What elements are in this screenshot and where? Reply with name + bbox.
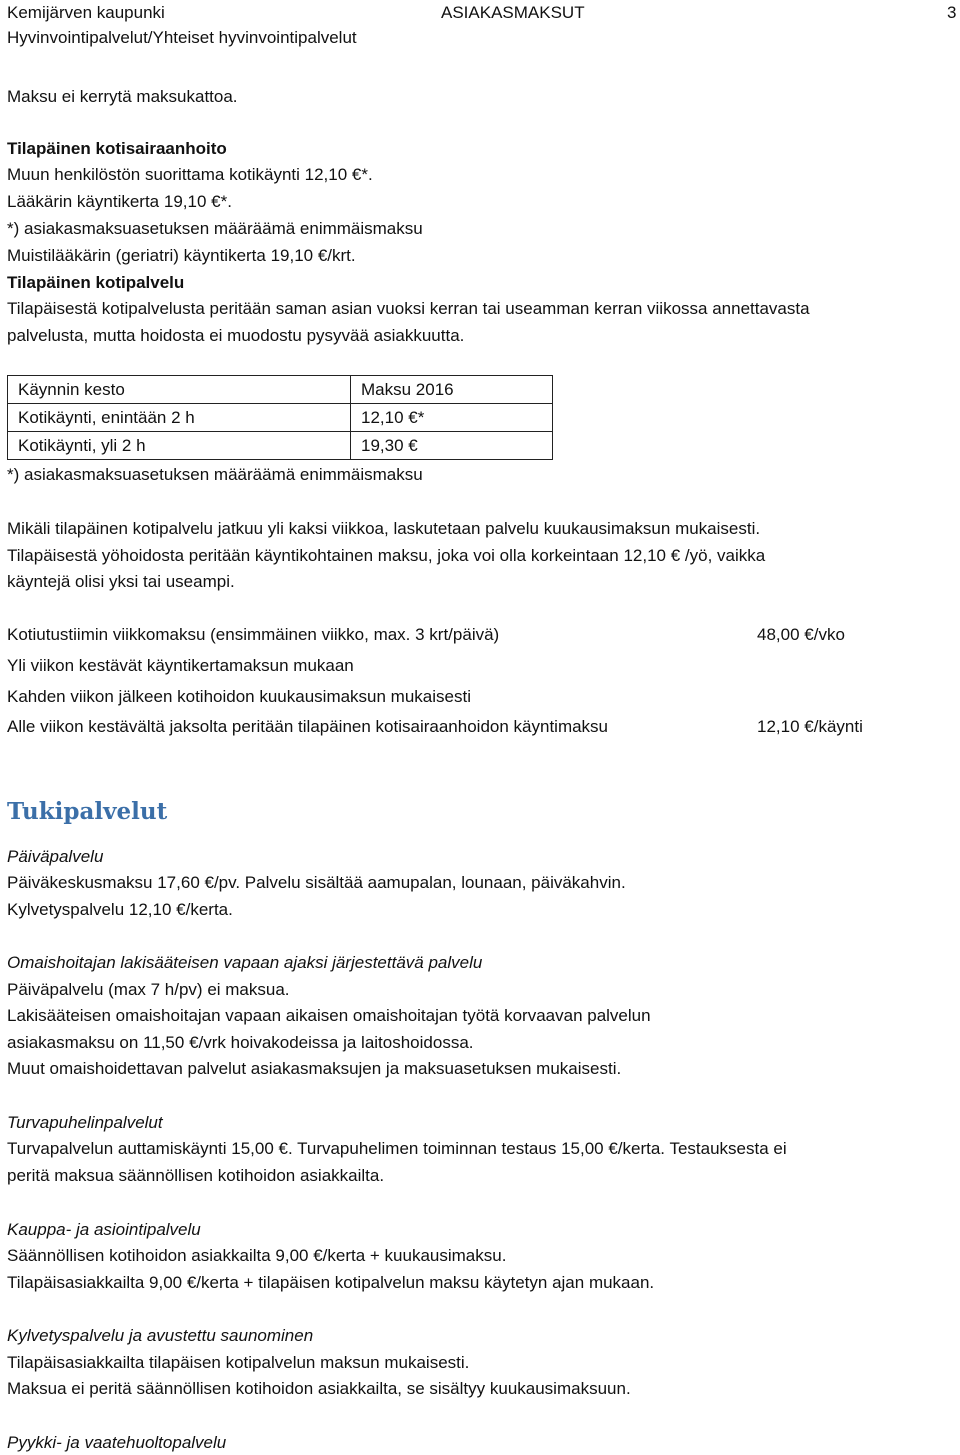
table-row bbox=[8, 432, 553, 460]
home-nursing-title: Tilapäinen kotisairaanhoito bbox=[7, 139, 227, 158]
table-cell: 19,30 € bbox=[351, 432, 553, 460]
bathing-line: Maksua ei peritä säännöllisen kotihoidon asiakkailta, se sisältyy kuukausimaksuun. bbox=[7, 1379, 631, 1398]
home-service-paragraph: palvelusta, mutta hoidosta ei muodostu pysyvää asiakkuutta. bbox=[7, 326, 465, 345]
home-service-title: Tilapäinen kotipalvelu bbox=[7, 273, 185, 292]
header-org: Kemijärven kaupunki bbox=[7, 3, 165, 22]
bathing-title: Kylvetyspalvelu ja avustettu saunominen bbox=[7, 1326, 314, 1345]
home-service-paragraph: Tilapäisestä kotipalvelusta peritään saman asian vuoksi kerran tai useamman kerran viikossa annettavasta bbox=[7, 299, 810, 318]
paragraph-line: Tilapäisestä yöhoidosta peritään käyntikohtainen maksu, joka voi olla korkeintaan 12,10 € /yö, vaikka bbox=[7, 546, 766, 565]
bathing-line: Tilapäisasiakkailta tilapäisen kotipalvelun maksun mukaisesti. bbox=[7, 1353, 470, 1372]
header-doc-title: ASIAKASMAKSUT bbox=[441, 3, 585, 22]
shopping-line: Tilapäisasiakkailta 9,00 €/kerta + tilapäisen kotipalvelun maksu käytetyn ajan mukaan. bbox=[7, 1273, 655, 1292]
home-nursing-line: Lääkärin käyntikerta 19,10 €*. bbox=[7, 192, 232, 211]
table-cell: 12,10 €* bbox=[351, 404, 553, 432]
table-row bbox=[8, 404, 553, 432]
caregiver-line: Muut omaishoidettavan palvelut asiakasmaksujen ja maksuasetuksen mukaisesti. bbox=[7, 1059, 622, 1078]
table-header-cell: Käynnin kesto bbox=[8, 376, 351, 404]
safety-phone-line: Turvapalvelun auttamiskäynti 15,00 €. Turvapuhelimen toiminnan testaus 15,00 €/kerta. Testauksesta ei bbox=[7, 1139, 787, 1158]
home-nursing-line: Muun henkilöstön suorittama kotikäynti 12,10 €*. bbox=[7, 165, 373, 184]
paragraph-line: käyntejä olisi yksi tai useampi. bbox=[7, 572, 235, 591]
table-cell: Kotikäynti, enintään 2 h bbox=[8, 404, 351, 432]
day-service-line: Kylvetyspalvelu 12,10 €/kerta. bbox=[7, 900, 233, 919]
home-nursing-line: Muistilääkärin (geriatri) käyntikerta 19,10 €/krt. bbox=[7, 246, 356, 265]
day-service-line: Päiväkeskusmaksu 17,60 €/pv. Palvelu sisältää aamupalan, lounaan, päiväkahvin. bbox=[7, 873, 626, 892]
caregiver-line: Lakisääteisen omaishoitajan vapaan aikaisen omaishoitajan työtä korvaavan palvelun bbox=[7, 1006, 651, 1025]
discharge-line: Kahden viikon jälkeen kotihoidon kuukausimaksun mukaisesti bbox=[7, 687, 471, 706]
fee-table bbox=[7, 375, 553, 460]
safety-phone-line: peritä maksua säännöllisen kotihoidon asiakkailta. bbox=[7, 1166, 385, 1185]
table-cell: Kotikäynti, yli 2 h bbox=[8, 432, 351, 460]
discharge-line: Kotiutustiimin viikkomaksu (ensimmäinen viikko, max. 3 krt/päivä) bbox=[7, 625, 500, 644]
home-nursing-line: *) asiakasmaksuasetuksen määräämä enimmäismaksu bbox=[7, 219, 423, 238]
laundry-title: Pyykki- ja vaatehuoltopalvelu bbox=[7, 1433, 227, 1452]
safety-phone-title: Turvapuhelinpalvelut bbox=[7, 1113, 163, 1132]
header-dept: Hyvinvointipalvelut/Yhteiset hyvinvointipalvelut bbox=[7, 28, 357, 47]
caregiver-line: asiakasmaksu on 11,50 €/vrk hoivakodeissa ja laitoshoidossa. bbox=[7, 1033, 474, 1052]
page-number: 3 bbox=[947, 3, 957, 22]
discharge-price: 12,10 €/käynti bbox=[757, 717, 863, 736]
discharge-line: Alle viikon kestävältä jaksolta peritään tilapäinen kotisairaanhoidon käyntimaksu bbox=[7, 717, 609, 736]
table-footnote: *) asiakasmaksuasetuksen määräämä enimmäismaksu bbox=[7, 465, 423, 484]
table-header-cell: Maksu 2016 bbox=[351, 376, 553, 404]
table-header-row bbox=[8, 376, 553, 404]
section-title: Tukipalvelut bbox=[7, 798, 168, 825]
caregiver-title: Omaishoitajan lakisääteisen vapaan ajaksi järjestettävä palvelu bbox=[7, 953, 483, 972]
no-cap-note: Maksu ei kerrytä maksukattoa. bbox=[7, 87, 238, 106]
discharge-line: Yli viikon kestävät käyntikertamaksun mukaan bbox=[7, 656, 354, 675]
shopping-title: Kauppa- ja asiointipalvelu bbox=[7, 1220, 201, 1239]
shopping-line: Säännöllisen kotihoidon asiakkailta 9,00 €/kerta + kuukausimaksu. bbox=[7, 1246, 507, 1265]
paragraph-line: Mikäli tilapäinen kotipalvelu jatkuu yli kaksi viikkoa, laskutetaan palvelu kuukausimaksun mukaisesti. bbox=[7, 519, 761, 538]
caregiver-line: Päiväpalvelu (max 7 h/pv) ei maksua. bbox=[7, 980, 290, 999]
day-service-title: Päiväpalvelu bbox=[7, 847, 104, 866]
discharge-price: 48,00 €/vko bbox=[757, 625, 845, 644]
